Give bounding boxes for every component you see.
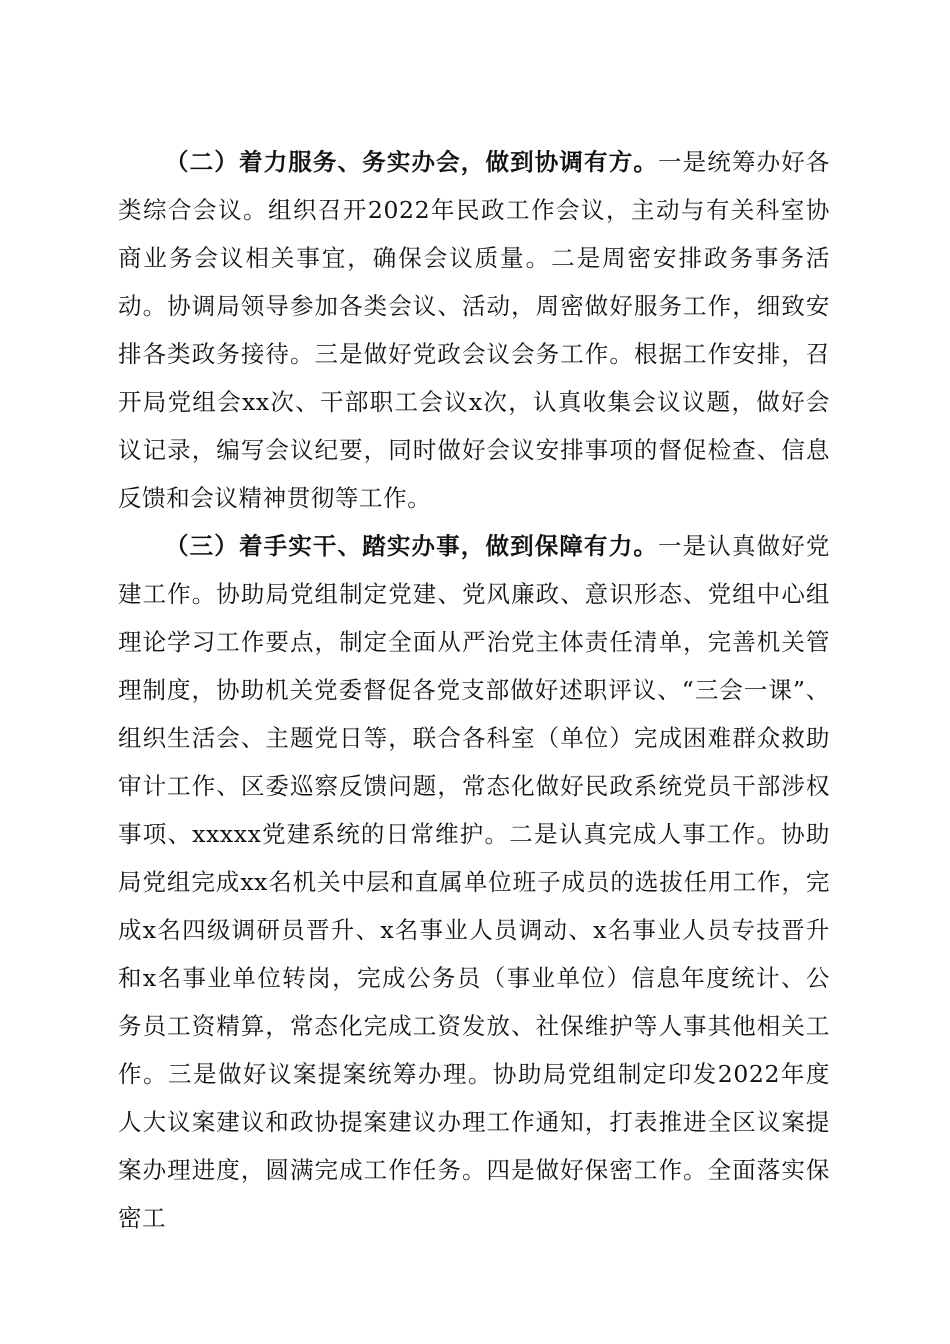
- paragraph-section-3: [118, 522, 830, 1242]
- paragraph-section-2: [118, 138, 830, 522]
- section-heading-2: （二）着力服务、务实办会，做到协调有方。: [165, 148, 658, 176]
- section-body-3: 一是认真做好党建工作。协助局党组制定党建、党风廉政、意识形态、党组中心组理论学习工作要点，制定全面从严治党主体责任清单，完善机关管理制度，协助机关党委督促各党支部做好述职评议、“三会一课”、组织生活会、主题党日等，联合各科室（单位）完成困难群众救助审计工作、区委巡察反馈问题，常态化做好民政系统党员干部涉权事项、xxxxx党建系统的日常维护。二是认真完成人事工作。协助局党组完成xx名机关中层和直属单位班子成员的选拔任用工作，完成x名四级调研员晋升、x名事业人员调动、x名事业人员专技晋升和x名事业单位转岗，完成公务员（事业单位）信息年度统计、公务员工资精算，常态化完成工资发放、社保维护等人事其他相关工作。三是做好议案提案统筹办理。协助局党组制定印发2022年度人大议案建议和政协提案建议办理工作通知，打表推进全区议案提案办理进度，圆满完成工作任务。四是做好保密工作。全面落实保密工: [118, 532, 830, 1232]
- section-heading-3: （三）着手实干、踏实办事，做到保障有力。: [165, 532, 658, 560]
- section-body-2: 一是统筹办好各类综合会议。组织召开2022年民政工作会议，主动与有关科室协商业务会议相关事宜，确保会议质量。二是周密安排政务事务活动。协调局领导参加各类会议、活动，周密做好服务工作，细致安排各类政务接待。三是做好党政会议会务工作。根据工作安排，召开局党组会xx次、干部职工会议x次，认真收集会议议题，做好会议记录，编写会议纪要，同时做好会议安排事项的督促检查、信息反馈和会议精神贯彻等工作。: [118, 148, 830, 512]
- document-body: [118, 138, 830, 1242]
